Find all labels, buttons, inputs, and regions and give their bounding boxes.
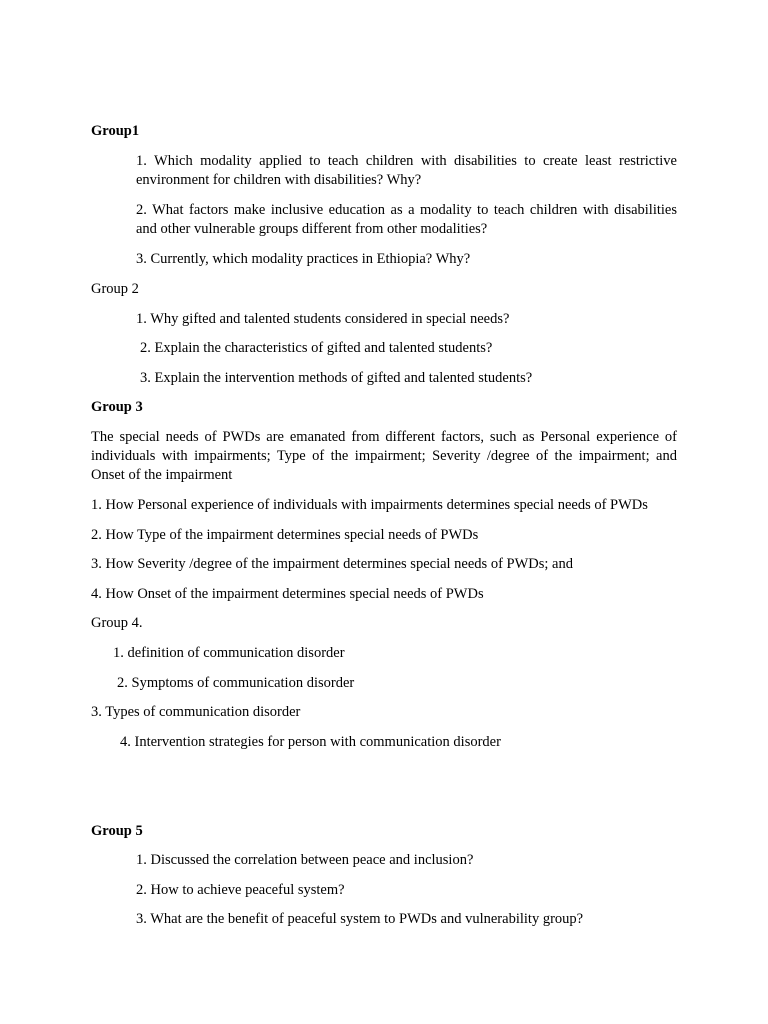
group4-item-4: 4. Intervention strategies for person with communication disorder	[120, 734, 501, 750]
group5-question-1: 1. Discussed the correlation between peace and inclusion?	[136, 852, 474, 868]
group2-question-3: 3. Explain the intervention methods of gifted and talented students?	[140, 370, 533, 386]
group5-heading: Group 5	[91, 823, 143, 839]
group4-item-3: 3. Types of communication disorder	[91, 704, 301, 720]
group1-question-2: 2. What factors make inclusive education as a modality to teach children with disabilities and other vulnerable groups different from other modalities?	[136, 202, 677, 237]
group5-question-2: 2. How to achieve peaceful system?	[136, 882, 345, 898]
group1-question-1: 1. Which modality applied to teach children with disabilities to create least restrictive environment for children with disabilities? Why?	[136, 153, 677, 188]
group4-item-2: 2. Symptoms of communication disorder	[117, 675, 355, 691]
group3-question-4: 4. How Onset of the impairment determines special needs of PWDs	[91, 586, 484, 602]
group2-question-1: 1. Why gifted and talented students considered in special needs?	[136, 311, 510, 327]
group2-heading: Group 2	[91, 281, 139, 297]
group4-item-1: 1. definition of communication disorder	[113, 645, 345, 661]
group3-heading: Group 3	[91, 399, 143, 415]
group3-question-2: 2. How Type of the impairment determines special needs of PWDs	[91, 527, 479, 543]
group4-heading: Group 4.	[91, 615, 143, 631]
group1-question-3: 3. Currently, which modality practices in Ethiopia? Why?	[136, 251, 471, 267]
group2-question-2: 2. Explain the characteristics of gifted and talented students?	[140, 340, 493, 356]
group3-question-1: 1. How Personal experience of individuals with impairments determines special needs of PWDs	[91, 497, 648, 513]
group5-question-3: 3. What are the benefit of peaceful system to PWDs and vulnerability group?	[136, 911, 584, 927]
group3-intro: The special needs of PWDs are emanated from different factors, such as Personal experience of individuals with impairments; Type of the impairment; Severity /degree of the impairment; and Onset of the impairment	[91, 429, 677, 483]
group3-question-3: 3. How Severity /degree of the impairment determines special needs of PWDs; and	[91, 556, 573, 572]
group1-heading: Group1	[91, 123, 140, 139]
